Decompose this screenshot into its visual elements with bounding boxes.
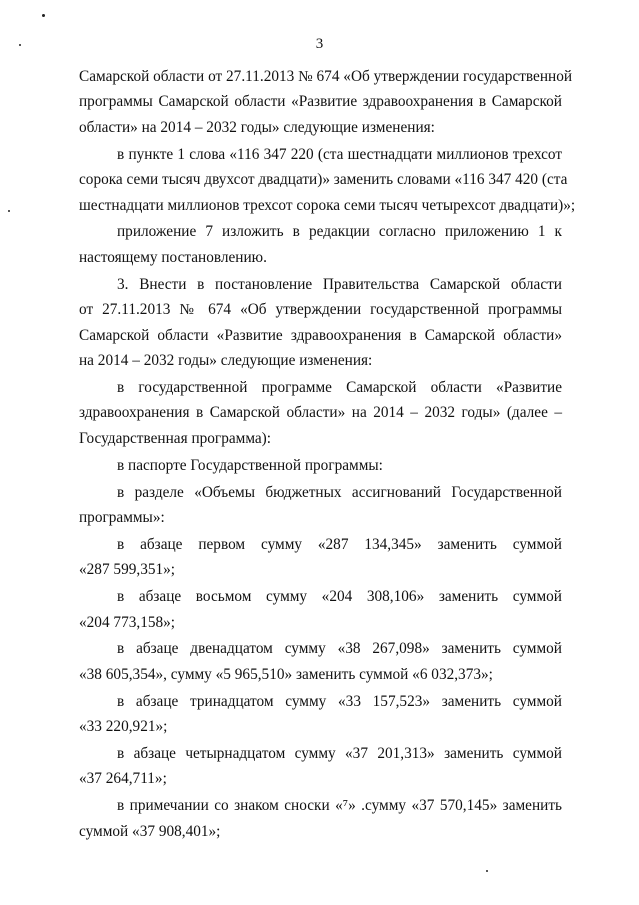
text-line: «37 264,711»; [79, 770, 167, 788]
text-line: «38 605,354», сумму «5 965,510» заменить суммой «6 032,373»; [79, 665, 493, 683]
scan-speck [42, 14, 45, 17]
text-line: программы Самарской области «Развитие здравоохранения в Самарской [79, 93, 562, 111]
text-line: здравоохранения в Самарской области» на 2014 – 2032 годы» (далее – [79, 404, 562, 422]
page-number: 3 [315, 36, 324, 52]
paragraph [79, 142, 576, 218]
text-line: в абзаце тринадцатом сумму «33 157,523» заменить суммой [117, 692, 562, 710]
text-line: в абзаце восьмом сумму «204 308,106» заменить суммой [117, 588, 562, 606]
paragraph [79, 532, 562, 583]
paragraph [79, 741, 562, 792]
scan-speck [486, 870, 488, 872]
text-line: программы»: [79, 508, 165, 526]
text-line: «33 220,921»; [79, 718, 168, 736]
paragraph [79, 636, 562, 687]
scan-speck [8, 210, 10, 212]
paragraph [79, 689, 562, 740]
text-line: сорока семи тысяч двухсот двадцати)» заменить словами «116 347 420 (ста [79, 171, 568, 189]
paragraph [79, 219, 562, 270]
text-line: в абзаце первом сумму «287 134,345» заменить суммой [117, 535, 562, 553]
text-line: «287 599,351»; [79, 561, 176, 579]
text-line: в абзаце двенадцатом сумму «38 267,098» заменить суммой [117, 640, 562, 658]
text-line: 3. Внести в постановление Правительства Самарской области [117, 275, 562, 293]
text-line: на 2014 – 2032 годы» следующие изменения: [79, 351, 373, 369]
paragraph [79, 272, 562, 374]
paragraph [79, 375, 562, 451]
document-body [79, 64, 576, 844]
text-line: Самарской области от 27.11.2013 № 674 «Об утверждении государственной [79, 68, 573, 85]
text-line: в пункте 1 слова «116 347 220 (ста шестнадцати миллионов трехсот [117, 145, 562, 163]
paragraph [79, 64, 573, 140]
scan-speck [19, 44, 21, 46]
text-line: настоящему постановлению. [79, 248, 267, 266]
text-line: в государственной программе Самарской области «Развитие [117, 378, 562, 396]
text-line: в примечании со знаком сноски «⁷» .сумму «37 570,145» заменить [117, 797, 562, 815]
text-line: Самарской области «Развитие здравоохранения в Самарской области» [79, 326, 562, 344]
text-line: области» на 2014 – 2032 годы» следующие изменения: [79, 118, 435, 136]
paragraph [79, 480, 562, 531]
text-line: суммой «37 908,401»; [79, 822, 221, 840]
paragraph [79, 793, 562, 844]
text-line: Государственная программа): [79, 429, 272, 447]
text-line: шестнадцати миллионов трехсот сорока семи тысяч четырехсот двадцати)»; [79, 196, 576, 214]
paragraph [79, 584, 562, 635]
text-line: в абзаце четырнадцатом сумму «37 201,313» заменить суммой [117, 745, 562, 763]
text-line: «204 773,158»; [79, 613, 176, 631]
text-line: от 27.11.2013 № 674 «Об утверждении государственной программы [79, 301, 562, 319]
text-line: в разделе «Объемы бюджетных ассигнований Государственной [117, 483, 562, 501]
paragraph [79, 453, 562, 478]
text-line: в паспорте Государственной программы: [117, 456, 383, 474]
text-line: приложение 7 изложить в редакции согласно приложению 1 к [117, 223, 562, 241]
